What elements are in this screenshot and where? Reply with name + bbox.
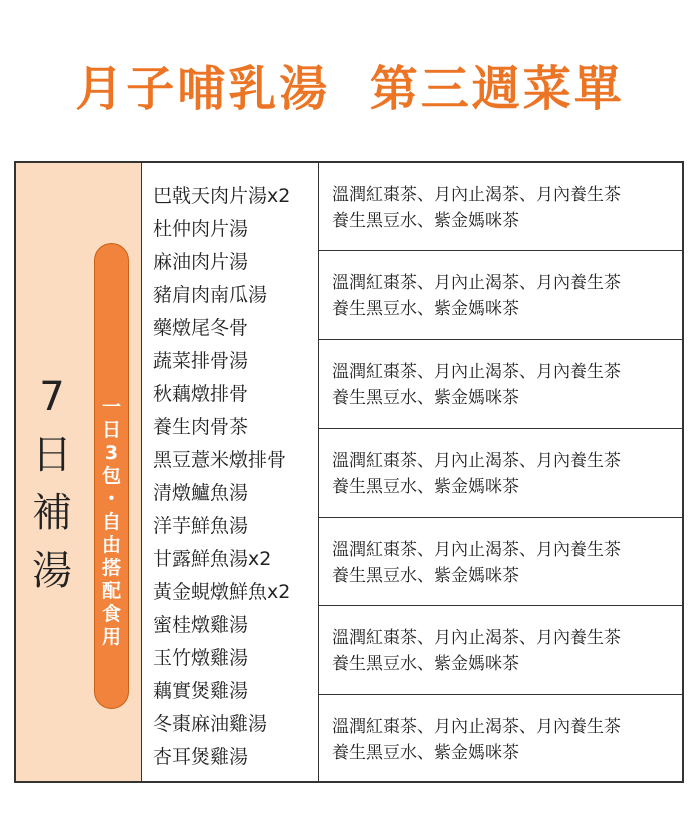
soup-item: 秋藕燉排骨 — [153, 383, 249, 405]
tea-line-2: 養生黑豆水、紫金媽咪茶 — [332, 299, 519, 319]
soup-item: 蜜桂燉雞湯 — [153, 614, 249, 636]
pill-char: 配 — [101, 580, 121, 602]
pill-char: 3 — [104, 442, 119, 464]
soup-item: 藥燉尾冬骨 — [153, 317, 249, 339]
soup-item: 豬肩肉南瓜湯 — [153, 284, 268, 306]
soup-item: 蔬菜排骨湯 — [153, 350, 249, 372]
tea-line-1: 溫潤紅棗茶、月內止渴茶、月內養生茶 — [332, 273, 621, 293]
tea-row — [319, 429, 682, 518]
pill-char: 包 — [101, 465, 121, 487]
tea-line-2: 養生黑豆水、紫金媽咪茶 — [332, 211, 519, 231]
label-char: 補 — [32, 490, 72, 536]
soup-item: 黃金蜆燉鮮魚x2 — [153, 581, 291, 603]
soup-item: 杜仲肉片湯 — [153, 218, 249, 240]
tea-row — [319, 695, 682, 781]
page-title: 月子哺乳湯 第三週菜單 — [75, 61, 625, 117]
pill-char: 日 — [101, 419, 121, 441]
soup-item: 藕實煲雞湯 — [153, 680, 249, 702]
tea-line-2: 養生黑豆水、紫金媽咪茶 — [332, 566, 519, 586]
left-column — [16, 163, 142, 781]
soup-item: 洋芋鮮魚湯 — [153, 515, 249, 537]
tea-line-2: 養生黑豆水、紫金媽咪茶 — [332, 388, 519, 408]
tea-row — [319, 518, 682, 606]
daily-packs-pill — [94, 243, 129, 709]
tea-row — [319, 163, 682, 251]
soup-list — [142, 163, 319, 781]
pill-char: 由 — [101, 534, 121, 556]
menu-table — [14, 161, 684, 783]
tea-column — [319, 163, 682, 781]
soup-item: 玉竹燉雞湯 — [153, 647, 249, 669]
pill-char: 用 — [101, 626, 121, 648]
soup-item: 杏耳煲雞湯 — [153, 746, 249, 768]
soup-item: 巴戟天肉片湯x2 — [153, 185, 291, 207]
pill-char: ・ — [101, 488, 121, 510]
soup-item: 黑豆薏米燉排骨 — [153, 449, 287, 471]
soup-item: 養生肉骨茶 — [153, 416, 249, 438]
tea-row — [319, 340, 682, 429]
tea-line-1: 溫潤紅棗茶、月內止渴茶、月內養生茶 — [332, 185, 621, 205]
tea-line-2: 養生黑豆水、紫金媽咪茶 — [332, 654, 519, 674]
soup-item: 麻油肉片湯 — [153, 251, 249, 273]
pill-char: 自 — [101, 511, 121, 533]
tea-line-1: 溫潤紅棗茶、月內止渴茶、月內養生茶 — [332, 362, 621, 382]
soup-item: 甘露鮮魚湯x2 — [153, 548, 272, 570]
tea-row — [319, 606, 682, 695]
pill-char: 食 — [101, 603, 121, 625]
tea-line-1: 溫潤紅棗茶、月內止渴茶、月內養生茶 — [332, 717, 621, 737]
label-char: 7 — [39, 374, 65, 420]
label-char: 湯 — [32, 548, 72, 594]
tea-line-1: 溫潤紅棗茶、月內止渴茶、月內養生茶 — [332, 628, 621, 648]
label-char: 日 — [32, 432, 72, 478]
soup-item: 清燉鱸魚湯 — [153, 482, 249, 504]
tea-line-1: 溫潤紅棗茶、月內止渴茶、月內養生茶 — [332, 540, 621, 560]
tea-line-2: 養生黑豆水、紫金媽咪茶 — [332, 477, 519, 497]
seven-day-soup-label — [16, 368, 88, 600]
pill-text — [95, 396, 128, 649]
tea-row — [319, 251, 682, 340]
tea-line-2: 養生黑豆水、紫金媽咪茶 — [332, 743, 519, 763]
soup-item: 冬棗麻油雞湯 — [153, 713, 268, 735]
tea-line-1: 溫潤紅棗茶、月內止渴茶、月內養生茶 — [332, 451, 621, 471]
pill-char: 搭 — [101, 557, 121, 579]
pill-char: 一 — [101, 396, 121, 418]
